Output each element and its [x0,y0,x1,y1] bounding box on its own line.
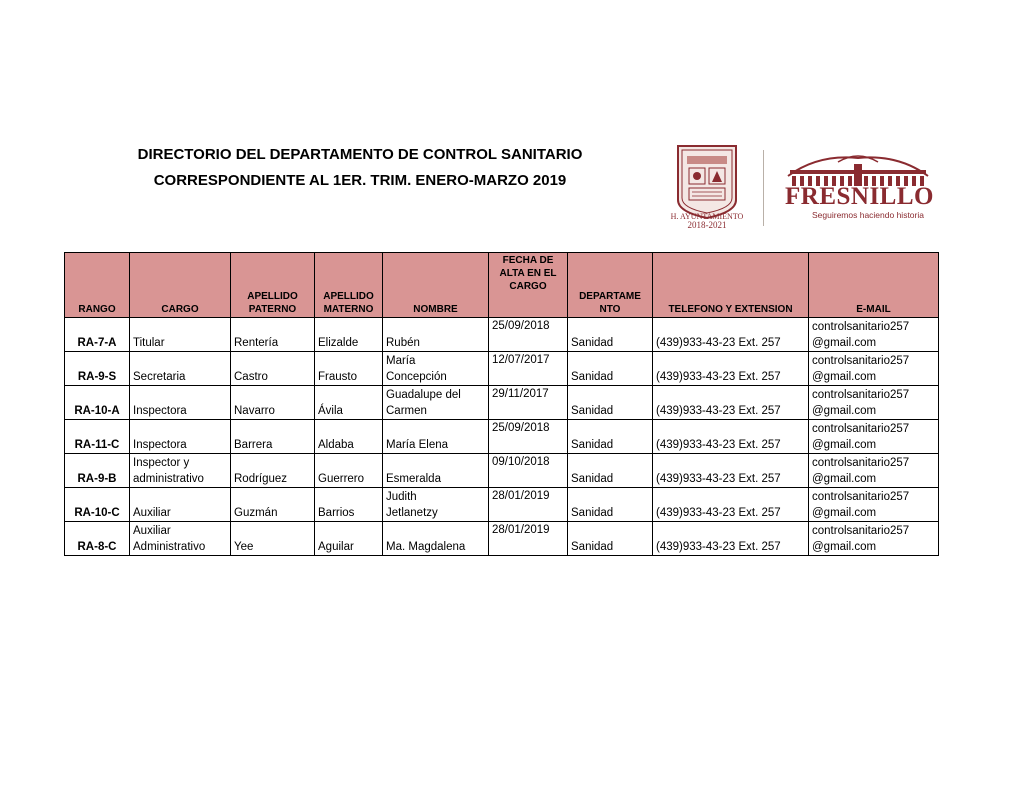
cell-nombre [383,352,489,386]
cell-telefono: (439)933-43-23 Ext. 257 [653,488,809,522]
cell-cargo [130,522,231,556]
cell-apellido-paterno: Castro [231,352,315,386]
cell-cargo [130,352,231,386]
directory-table [64,252,939,556]
document-title-line1: DIRECTORIO DEL DEPARTAMENTO DE CONTROL SANITARIO [137,146,583,163]
cell-email-line1: controlsanitario257 [812,389,910,401]
cell-email-line2: @gmail.com [812,371,877,383]
cell-cargo-line1: Auxiliar [133,525,171,537]
cell-apellido-materno: Ávila [315,386,383,420]
cell-apellido-paterno: Navarro [231,386,315,420]
cell-fecha-alta: 29/11/2017 [489,386,568,420]
cell-email [809,488,939,522]
cell-apellido-paterno: Rentería [231,318,315,352]
cell-apellido-paterno: Guzmán [231,488,315,522]
cell-cargo [130,488,231,522]
table-row [65,488,939,522]
cell-email-line1: controlsanitario257 [812,525,910,537]
cell-nombre [383,420,489,454]
cell-apellido-materno: Barrios [315,488,383,522]
cell-departamento: Sanidad [568,318,653,352]
cell-nombre-line2: Jetlanetzy [386,507,438,519]
cell-apellido-materno: Aldaba [315,420,383,454]
cell-apellido-materno: Guerrero [315,454,383,488]
cell-cargo [130,386,231,420]
cell-email [809,318,939,352]
cell-apellido-materno: Elizalde [315,318,383,352]
cell-email-line1: controlsanitario257 [812,491,910,503]
cell-email-line1: controlsanitario257 [812,423,910,435]
cell-nombre-line2: María Elena [386,439,449,451]
seal-caption-ayuntamiento: H. AYUNTAMIENTO [670,212,744,221]
cell-fecha-alta: 12/07/2017 [489,352,568,386]
cell-cargo [130,454,231,488]
table-row [65,318,939,352]
table-row [65,352,939,386]
table-header-row [65,253,939,318]
cell-nombre-line2: Esmeralda [386,473,441,485]
cell-fecha-alta: 28/01/2019 [489,488,568,522]
cell-email [809,386,939,420]
cell-telefono: (439)933-43-23 Ext. 257 [653,318,809,352]
cell-cargo-line2: Auxiliar [133,507,171,519]
cell-telefono: (439)933-43-23 Ext. 257 [653,454,809,488]
cell-apellido-paterno: Yee [231,522,315,556]
cell-apellido-materno: Aguilar [315,522,383,556]
cell-email-line2: @gmail.com [812,337,877,349]
cell-cargo-line2: Secretaria [133,371,186,383]
col-header-departamento: DEPARTAME NTO [568,253,653,318]
col-header-email: E-MAIL [809,253,939,318]
table-row [65,420,939,454]
cell-cargo-line1: Inspector y [133,457,190,469]
cell-email-line2: @gmail.com [812,439,877,451]
cell-rango: RA-10-C [65,488,130,522]
cell-fecha-alta: 09/10/2018 [489,454,568,488]
cell-email-line1: controlsanitario257 [812,457,910,469]
cell-nombre [383,454,489,488]
cell-departamento: Sanidad [568,386,653,420]
cell-cargo [130,420,231,454]
cell-nombre [383,318,489,352]
cell-nombre [383,386,489,420]
table-row [65,454,939,488]
cell-telefono: (439)933-43-23 Ext. 257 [653,522,809,556]
cell-nombre-line2: Rubén [386,337,420,349]
cell-rango: RA-8-C [65,522,130,556]
cell-email [809,522,939,556]
cell-apellido-paterno: Rodríguez [231,454,315,488]
cell-apellido-paterno: Barrera [231,420,315,454]
cell-cargo-line2: Administrativo [133,541,206,553]
cell-telefono: (439)933-43-23 Ext. 257 [653,352,809,386]
col-header-apellido-materno: APELLIDO MATERNO [315,253,383,318]
cell-email-line2: @gmail.com [812,473,877,485]
cell-nombre-line2: Concepción [386,371,447,383]
cell-nombre-line2: Carmen [386,405,427,417]
cell-telefono: (439)933-43-23 Ext. 257 [653,386,809,420]
cell-nombre [383,522,489,556]
cell-rango: RA-10-A [65,386,130,420]
col-header-telefono: TELEFONO Y EXTENSION [653,253,809,318]
col-header-apellido-paterno: APELLIDO PATERNO [231,253,315,318]
cell-email-line1: controlsanitario257 [812,321,910,333]
cell-email [809,420,939,454]
cell-rango: RA-11-C [65,420,130,454]
cell-rango: RA-9-S [65,352,130,386]
col-header-rango: RANGO [65,253,130,318]
cell-cargo-line2: Titular [133,337,165,349]
col-header-cargo: CARGO [130,253,231,318]
cell-nombre-line2: Ma. Magdalena [386,541,466,553]
cell-nombre [383,488,489,522]
cell-email-line1: controlsanitario257 [812,355,910,367]
cell-departamento: Sanidad [568,420,653,454]
cell-email [809,454,939,488]
cell-cargo-line2: Inspectora [133,439,187,451]
col-header-fecha: FECHA DE ALTA EN EL CARGO [489,253,568,318]
cell-email-line2: @gmail.com [812,541,877,553]
table-row [65,522,939,556]
cell-email-line2: @gmail.com [812,507,877,519]
cell-fecha-alta: 28/01/2019 [489,522,568,556]
cell-rango: RA-7-A [65,318,130,352]
cell-cargo [130,318,231,352]
seal-caption-period: 2018-2021 [687,220,727,230]
cell-email [809,352,939,386]
cell-nombre-line1: Judith [386,491,417,503]
cell-cargo-line2: Inspectora [133,405,187,417]
logo-divider [763,150,764,226]
cell-apellido-materno: Frausto [315,352,383,386]
cell-email-line2: @gmail.com [812,405,877,417]
cell-departamento: Sanidad [568,352,653,386]
cell-cargo-line2: administrativo [133,473,204,485]
col-header-nombre: NOMBRE [383,253,489,318]
cell-fecha-alta: 25/09/2018 [489,420,568,454]
cell-nombre-line1: María [386,355,416,367]
cell-departamento: Sanidad [568,454,653,488]
cell-telefono: (439)933-43-23 Ext. 257 [653,420,809,454]
document-title-line2: CORRESPONDIENTE AL 1ER. TRIM. ENERO-MARZO 2019 [153,172,567,189]
table-row [65,386,939,420]
cell-fecha-alta: 25/09/2018 [489,318,568,352]
cell-rango: RA-9-B [65,454,130,488]
city-slogan: Seguiremos haciendo historia [812,210,924,220]
cell-nombre-line1: Guadalupe del [386,389,461,401]
cell-departamento: Sanidad [568,522,653,556]
cell-departamento: Sanidad [568,488,653,522]
city-name-logo: FRESNILLO [785,183,934,210]
